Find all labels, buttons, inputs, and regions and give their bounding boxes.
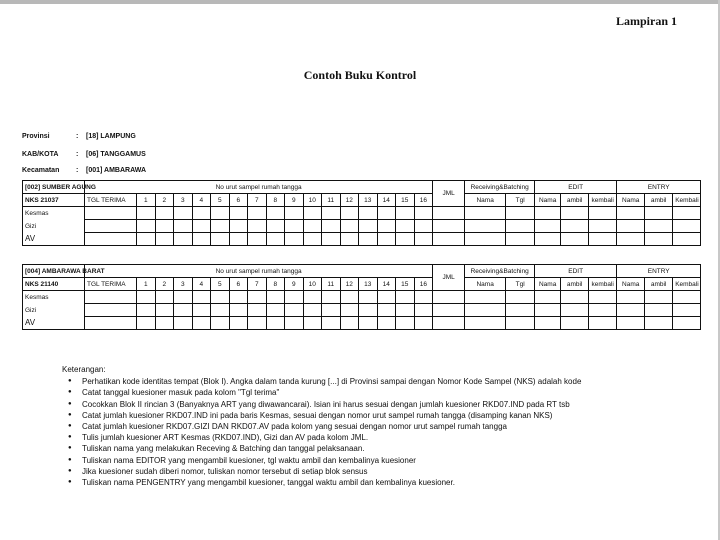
table-cell (248, 291, 267, 304)
table-cell (248, 207, 267, 220)
table-cell (85, 304, 137, 317)
table-cell (229, 317, 248, 330)
household-number: 14 (377, 194, 396, 207)
table-cell (85, 220, 137, 233)
note-item: ● Catat tanggal kuesioner masuk pada kolom "Tgl terima" (76, 387, 581, 398)
table-cell (673, 220, 701, 233)
info-colon: : (76, 167, 79, 174)
household-number: 9 (285, 278, 304, 291)
table-cell (589, 220, 617, 233)
table-cell (377, 207, 396, 220)
table-cell (673, 233, 701, 246)
entry-kembali: Kembali (673, 278, 701, 291)
table-cell (137, 304, 156, 317)
row-label-gizi: Gizi (23, 304, 85, 317)
entry-nama: Nama (617, 194, 645, 207)
table-cell (155, 220, 174, 233)
table-cell (211, 207, 230, 220)
household-number: 8 (266, 194, 285, 207)
table-cell (266, 304, 285, 317)
table-cell (285, 220, 304, 233)
entry-ambil: ambil (645, 194, 673, 207)
table-cell (322, 233, 341, 246)
info-label: Kecamatan (22, 167, 60, 174)
household-number: 4 (192, 278, 211, 291)
household-number: 1 (137, 194, 156, 207)
table-cell (85, 207, 137, 220)
table-cell (673, 291, 701, 304)
table-cell (589, 317, 617, 330)
table-cell (589, 304, 617, 317)
household-number: 6 (229, 194, 248, 207)
table-cell (359, 304, 378, 317)
household-number: 15 (396, 194, 415, 207)
note-item: ● Tuliskan nama yang melakukan Receving & Batching dan tanggal pelaksanaan. (76, 443, 581, 454)
table-cell (535, 317, 561, 330)
household-number: 15 (396, 278, 415, 291)
table-cell (535, 291, 561, 304)
table-cell (303, 233, 322, 246)
page-title: Contoh Buku Kontrol (303, 68, 417, 82)
household-number: 11 (322, 278, 341, 291)
table-cell (396, 304, 415, 317)
tgl-terima-header: TGL TERIMA (85, 278, 137, 291)
table-cell (322, 220, 341, 233)
household-number: 7 (248, 194, 267, 207)
table-cell (229, 220, 248, 233)
household-number: 16 (414, 278, 433, 291)
row-av (23, 233, 701, 246)
table-cell (174, 317, 193, 330)
table-cell (137, 291, 156, 304)
table-cell (266, 291, 285, 304)
table-cell (229, 304, 248, 317)
edit-header: EDIT (535, 181, 617, 194)
table-cell (285, 317, 304, 330)
table-cell (340, 304, 359, 317)
household-number: 12 (340, 194, 359, 207)
table-cell (617, 233, 645, 246)
info-kecamatan (22, 166, 146, 175)
note-item: ● Perhatikan kode identitas tempat (Blok I). Angka dalam tanda kurung [...] di Provinsi sampai dengan Nomor Kode Sampel (NKS) adalah kode (76, 376, 581, 387)
table-cell (673, 207, 701, 220)
row-gizi (23, 304, 701, 317)
row-av (23, 317, 701, 330)
table-cell (266, 317, 285, 330)
table-cell (211, 233, 230, 246)
table-cell (266, 220, 285, 233)
table-cell (377, 291, 396, 304)
table-cell (359, 220, 378, 233)
attachment-label: Lampiran 1 (616, 14, 678, 28)
household-number: 14 (377, 278, 396, 291)
table-cell (465, 207, 506, 220)
receiving-header: Receiving&Batching (465, 181, 535, 194)
table-cell (155, 207, 174, 220)
table-cell (589, 233, 617, 246)
table-cell (137, 317, 156, 330)
row-kesmas (23, 207, 701, 220)
table-cell (85, 233, 137, 246)
table-cell (414, 220, 433, 233)
table-cell (192, 220, 211, 233)
table-cell (414, 233, 433, 246)
household-number: 16 (414, 194, 433, 207)
table-cell (645, 291, 673, 304)
table-cell (645, 233, 673, 246)
window-top-border (0, 0, 720, 4)
edit-nama: Nama (535, 278, 561, 291)
table-cell (303, 317, 322, 330)
table-cell (303, 220, 322, 233)
edit-kembali: kembali (589, 194, 617, 207)
table-cell (673, 304, 701, 317)
household-number: 11 (322, 194, 341, 207)
household-number: 8 (266, 278, 285, 291)
household-number: 10 (303, 194, 322, 207)
table-cell (465, 291, 506, 304)
info-value: [001] AMBARAWA (86, 167, 147, 174)
table-cell (266, 207, 285, 220)
edit-ambil: ambil (561, 194, 589, 207)
table-cell (211, 291, 230, 304)
table-cell (506, 291, 535, 304)
row-label-av: AV (23, 233, 85, 246)
table-cell (414, 317, 433, 330)
row-label-gizi: Gizi (23, 220, 85, 233)
table-cell (174, 220, 193, 233)
table-cell (535, 233, 561, 246)
household-number: 10 (303, 278, 322, 291)
table-cell (248, 233, 267, 246)
household-number: 1 (137, 278, 156, 291)
table-cell (414, 304, 433, 317)
table-cell (506, 207, 535, 220)
table-cell (285, 233, 304, 246)
no-urut-header: No urut sampel rumah tangga (85, 265, 433, 278)
table-cell (174, 304, 193, 317)
info-label: KAB/KOTA (22, 151, 59, 158)
table-cell (248, 304, 267, 317)
receiving-header: Receiving&Batching (465, 265, 535, 278)
table-cell (617, 207, 645, 220)
table-cell (229, 233, 248, 246)
household-number: 6 (229, 278, 248, 291)
table-cell (211, 304, 230, 317)
table-cell (535, 304, 561, 317)
table-cell (506, 317, 535, 330)
row-gizi (23, 220, 701, 233)
info-colon: : (76, 133, 79, 140)
table-cell (155, 291, 174, 304)
note-item: ● Jika kuesioner sudah diberi nomor, tuliskan nomor tersebut di setiap blok sensus (76, 466, 581, 477)
table-cell (137, 233, 156, 246)
entry-nama: Nama (617, 278, 645, 291)
info-value: [06] TANGGAMUS (86, 151, 146, 158)
household-number: 13 (359, 194, 378, 207)
table-cell (673, 317, 701, 330)
row-label-kesmas: Kesmas (23, 291, 85, 304)
table-cell (645, 220, 673, 233)
table-cell (396, 233, 415, 246)
table-cell (340, 291, 359, 304)
table-cell (377, 220, 396, 233)
table-cell (396, 317, 415, 330)
receiving-nama: Nama (465, 278, 506, 291)
table-cell (340, 207, 359, 220)
table-cell (433, 304, 465, 317)
control-table-block-2 (22, 264, 701, 330)
table-cell (396, 207, 415, 220)
note-item: ● Catat jumlah kuesioner RKD07.GIZI DAN RKD07.AV pada kolom yang sesuai dengan nomor urut sampel rumah tangga (76, 421, 581, 432)
table-cell (359, 291, 378, 304)
household-number: 5 (211, 194, 230, 207)
table-cell (155, 317, 174, 330)
table-cell (645, 207, 673, 220)
table-cell (465, 233, 506, 246)
note-item: ● Tuliskan nama EDITOR yang mengambil kuesioner, tgl waktu ambil dan kembalinya kuesioner (76, 455, 581, 466)
table-cell (340, 233, 359, 246)
table-cell (377, 233, 396, 246)
entry-header: ENTRY (617, 181, 701, 194)
table-cell (433, 207, 465, 220)
table-cell (396, 291, 415, 304)
table-cell (433, 220, 465, 233)
household-number: 5 (211, 278, 230, 291)
receiving-nama: Nama (465, 194, 506, 207)
table-cell (561, 220, 589, 233)
edit-kembali: kembali (589, 278, 617, 291)
table-cell (561, 207, 589, 220)
table-cell (645, 304, 673, 317)
table-cell (322, 291, 341, 304)
no-urut-header: No urut sampel rumah tangga (85, 181, 433, 194)
table-cell (192, 233, 211, 246)
row-kesmas (23, 291, 701, 304)
receiving-tgl: Tgl (506, 278, 535, 291)
table-cell (589, 207, 617, 220)
table-cell (322, 304, 341, 317)
table-cell (174, 291, 193, 304)
table-cell (535, 207, 561, 220)
table-cell (377, 304, 396, 317)
table-cell (359, 233, 378, 246)
table-cell (322, 317, 341, 330)
household-number: 13 (359, 278, 378, 291)
table-cell (192, 304, 211, 317)
table-cell (322, 207, 341, 220)
table-cell (248, 220, 267, 233)
table-cell (155, 304, 174, 317)
table-cell (433, 233, 465, 246)
table-cell (535, 220, 561, 233)
table-cell (137, 220, 156, 233)
table-cell (303, 291, 322, 304)
table-cell (303, 304, 322, 317)
table-cell (359, 317, 378, 330)
info-label: Provinsi (22, 133, 50, 140)
table-cell (211, 220, 230, 233)
table-cell (465, 304, 506, 317)
note-item: ● Tuliskan nama PENGENTRY yang mengambil kuesioner, tanggal waktu ambil dan kembalinya kuesioner. (76, 477, 581, 488)
household-number: 12 (340, 278, 359, 291)
table-cell (155, 233, 174, 246)
table-cell (465, 220, 506, 233)
table-cell (340, 317, 359, 330)
table-cell (137, 207, 156, 220)
nks-cell: NKS 21140 (23, 278, 85, 291)
table-cell (433, 291, 465, 304)
household-number: 9 (285, 194, 304, 207)
table-cell (561, 317, 589, 330)
village-cell: [002] SUMBER AGUNG (23, 181, 85, 194)
table-cell (377, 317, 396, 330)
household-number: 2 (155, 278, 174, 291)
table-cell (617, 220, 645, 233)
table-cell (465, 317, 506, 330)
table-cell (561, 304, 589, 317)
edit-nama: Nama (535, 194, 561, 207)
table-cell (414, 207, 433, 220)
info-kabkota (22, 150, 146, 159)
notes-heading: Keterangan: (62, 365, 106, 374)
control-table-block-1 (22, 180, 701, 246)
table-cell (561, 233, 589, 246)
notes-list (62, 376, 581, 488)
table-cell (266, 233, 285, 246)
jml-header: JML (433, 181, 465, 207)
edit-ambil: ambil (561, 278, 589, 291)
table-cell (561, 291, 589, 304)
note-item: ● Cocokkan Blok II rincian 3 (Banyaknya ART yang diwawancarai). Isian ini harus sesuai dengan jumlah kuesioner RKD07.IND pada RT tsb (76, 399, 581, 410)
table-cell (433, 317, 465, 330)
table-cell (229, 291, 248, 304)
jml-header: JML (433, 265, 465, 291)
info-provinsi (22, 132, 136, 141)
household-number: 2 (155, 194, 174, 207)
entry-ambil: ambil (645, 278, 673, 291)
table-cell (617, 291, 645, 304)
table-cell (85, 291, 137, 304)
table-cell (617, 304, 645, 317)
household-number: 7 (248, 278, 267, 291)
table-cell (617, 317, 645, 330)
entry-header: ENTRY (617, 265, 701, 278)
table-cell (248, 317, 267, 330)
table-cell (359, 207, 378, 220)
tgl-terima-header: TGL TERIMA (85, 194, 137, 207)
table-cell (192, 207, 211, 220)
row-label-av: AV (23, 317, 85, 330)
table-cell (285, 304, 304, 317)
table-cell (645, 317, 673, 330)
table-cell (589, 291, 617, 304)
table-cell (303, 207, 322, 220)
note-item: ● Tulis jumlah kuesioner ART Kesmas (RKD07.IND), Gizi dan AV pada kolom JML. (76, 432, 581, 443)
table-cell (506, 233, 535, 246)
notes-section (62, 364, 581, 488)
table-cell (229, 207, 248, 220)
table-cell (506, 220, 535, 233)
table-cell (285, 207, 304, 220)
table-cell (211, 317, 230, 330)
household-number: 3 (174, 278, 193, 291)
entry-kembali: Kembali (673, 194, 701, 207)
table-cell (192, 317, 211, 330)
info-value: [18] LAMPUNG (86, 133, 136, 140)
household-number: 4 (192, 194, 211, 207)
table-cell (506, 304, 535, 317)
village-cell: [004] AMBARAWA BARAT (23, 265, 85, 278)
note-item: ● Catat jumlah kuesioner RKD07.IND ini pada baris Kesmas, sesuai dengan nomor urut sampel rumah tangga (disamping kanan NKS) (76, 410, 581, 421)
table-cell (174, 207, 193, 220)
receiving-tgl: Tgl (506, 194, 535, 207)
table-cell (174, 233, 193, 246)
table-cell (340, 220, 359, 233)
table-cell (414, 291, 433, 304)
nks-cell: NKS 21037 (23, 194, 85, 207)
table-cell (285, 291, 304, 304)
edit-header: EDIT (535, 265, 617, 278)
household-number: 3 (174, 194, 193, 207)
row-label-kesmas: Kesmas (23, 207, 85, 220)
table-cell (85, 317, 137, 330)
table-cell (396, 220, 415, 233)
info-colon: : (76, 151, 79, 158)
table-cell (192, 291, 211, 304)
